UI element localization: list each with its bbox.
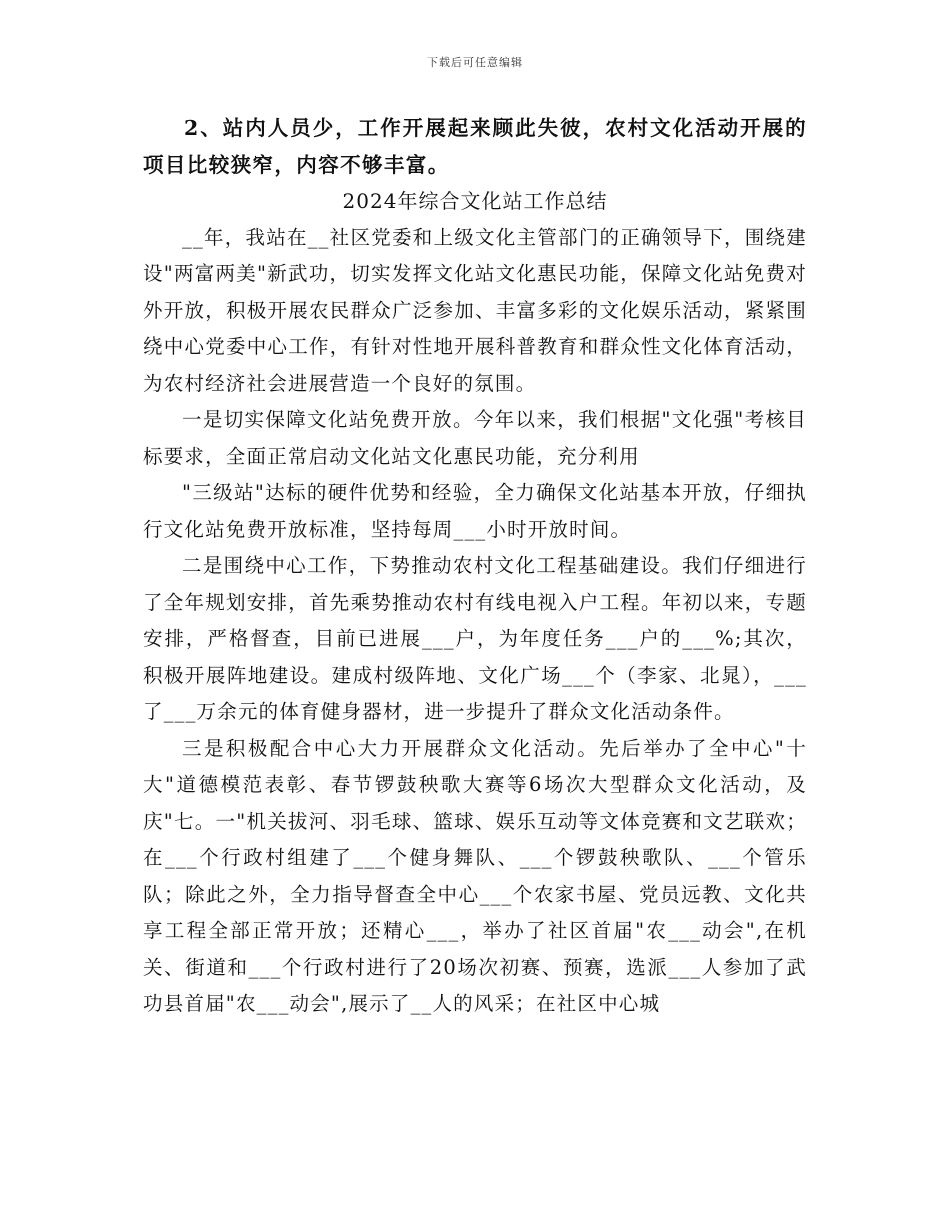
- intro-bold-paragraph: 2、站内人员少，工作开展起来顾此失彼，农村文化活动开展的项目比较狭窄，内容不够丰富。: [143, 116, 807, 177]
- download-note: 下载后可任意编辑: [427, 56, 523, 69]
- document-body: [143, 110, 807, 1023]
- paragraph-opening: __年，我站在__社区党委和上级文化主管部门的正确领导下，围绕建设"两富两美"新武功，切实发挥文化站文化惠民功能，保障文化站免费对外开放，积极开展农民群众广泛参加、丰富多彩的文化娱乐活动，紧紧围绕中心党委中心工作，有针对性地开展科普教育和群众性文化体育活动，为农村经济社会进展营造一个良好的氛围。: [143, 225, 807, 395]
- paragraph-item-one: 一是切实保障文化站免费开放。今年以来，我们根据"文化强"考核目标要求，全面正常启动文化站文化惠民功能，充分利用: [143, 408, 807, 468]
- paragraph-item-one-continued: "三级站"达标的硬件优势和经验，全力确保文化站基本开放，仔细执行文化站免费开放标准，坚持每周___小时开放时间。: [143, 481, 807, 541]
- document-title: 2024年综合文化站工作总结: [342, 189, 608, 213]
- paragraph-item-two: 二是围绕中心工作，下势推动农村文化工程基础建设。我们仔细进行了全年规划安排，首先乘势推动农村有线电视入户工程。年初以来，专题安排，严格督查，目前已进展___户，为年度任务___户的___%;其次，积极开展阵地建设。建成村级阵地、文化广场___个（李家、北晁），___了___万余元的体育健身器材，进一步提升了群众文化活动条件。: [143, 554, 807, 723]
- paragraph-item-three: 三是积极配合中心大力开展群众文化活动。先后举办了全中心"十大"道德模范表彰、春节锣鼓秧歌大赛等6场次大型群众文化活动，及庆"七。一"机关拔河、羽毛球、篮球、娱乐互动等文体竞赛和文艺联欢；在___个行政村组建了___个健身舞队、___个锣鼓秧歌队、___个管乐队；除此之外，全力指导督查全中心___个农家书屋、党员远教、文化共享工程全部正常开放；还精心___，举办了社区首届"农___动会",在机关、街道和___个行政村进行了20场次初赛、预赛，选派___人参加了武功县首届"农___动会",展示了__人的风采；在社区中心城: [143, 736, 807, 1015]
